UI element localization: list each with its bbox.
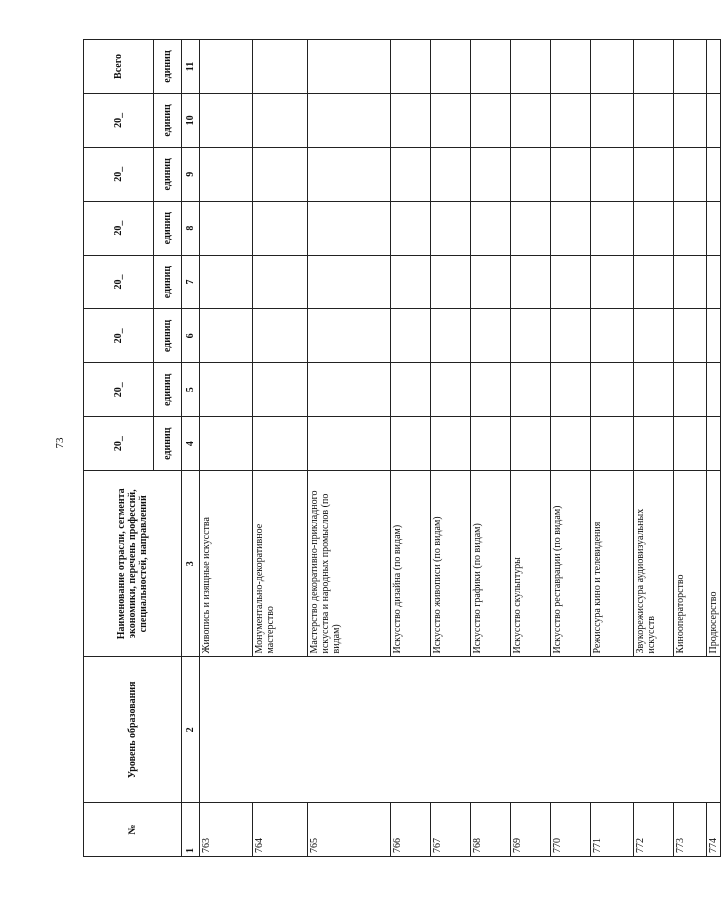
empty-value-cell	[471, 40, 511, 94]
empty-value-cell	[634, 417, 674, 471]
empty-value-cell	[707, 363, 721, 417]
row-name: Монументально-декоративное мастерство	[253, 471, 308, 657]
empty-value-cell	[591, 40, 634, 94]
empty-value-cell	[634, 93, 674, 147]
row-number: 771	[591, 803, 634, 857]
empty-value-cell	[707, 147, 721, 201]
empty-value-cell	[674, 363, 707, 417]
empty-value-cell	[471, 417, 511, 471]
empty-value-cell	[308, 309, 391, 363]
rotated-table-container	[83, 39, 719, 857]
empty-value-cell	[674, 255, 707, 309]
empty-value-cell	[511, 309, 551, 363]
empty-value-cell	[707, 309, 721, 363]
column-number: 10	[182, 93, 200, 147]
row-number: 768	[471, 803, 511, 857]
row-number: 772	[634, 803, 674, 857]
empty-value-cell	[591, 417, 634, 471]
empty-value-cell	[200, 417, 253, 471]
header-level: Уровень образования	[84, 657, 182, 803]
empty-value-cell	[253, 309, 308, 363]
row-number: 767	[431, 803, 471, 857]
empty-value-cell	[707, 255, 721, 309]
column-number: 11	[182, 40, 200, 94]
empty-value-cell	[253, 147, 308, 201]
empty-value-cell	[511, 201, 551, 255]
empty-value-cell	[591, 147, 634, 201]
empty-value-cell	[308, 93, 391, 147]
empty-value-cell	[707, 201, 721, 255]
education-level-cell	[200, 657, 721, 803]
column-number: 7	[182, 255, 200, 309]
empty-value-cell	[431, 147, 471, 201]
header-unit: единиц	[154, 201, 182, 255]
empty-value-cell	[551, 201, 591, 255]
column-number: 1	[182, 803, 200, 857]
empty-value-cell	[308, 201, 391, 255]
empty-value-cell	[634, 309, 674, 363]
header-unit: единиц	[154, 309, 182, 363]
row-number: 770	[551, 803, 591, 857]
professions-table	[83, 39, 721, 857]
empty-value-cell	[391, 309, 431, 363]
empty-value-cell	[551, 93, 591, 147]
row-name: Режиссура кино и телевидения	[591, 471, 634, 657]
empty-value-cell	[471, 363, 511, 417]
empty-value-cell	[431, 201, 471, 255]
empty-value-cell	[253, 363, 308, 417]
empty-value-cell	[707, 93, 721, 147]
empty-value-cell	[591, 93, 634, 147]
empty-value-cell	[511, 363, 551, 417]
row-name: Мастерство декоративно-прикладного искусства и народных промыслов (по видам)	[308, 471, 391, 657]
empty-value-cell	[391, 93, 431, 147]
empty-value-cell	[674, 201, 707, 255]
empty-value-cell	[308, 255, 391, 309]
empty-value-cell	[308, 417, 391, 471]
empty-value-cell	[431, 417, 471, 471]
header-year: 20_	[84, 147, 154, 201]
empty-value-cell	[471, 93, 511, 147]
empty-value-cell	[200, 255, 253, 309]
row-name: Кинооператорство	[674, 471, 707, 657]
empty-value-cell	[634, 201, 674, 255]
empty-value-cell	[391, 417, 431, 471]
empty-value-cell	[707, 417, 721, 471]
empty-value-cell	[308, 147, 391, 201]
column-number: 5	[182, 363, 200, 417]
row-number: 766	[391, 803, 431, 857]
empty-value-cell	[591, 309, 634, 363]
empty-value-cell	[551, 255, 591, 309]
empty-value-cell	[200, 40, 253, 94]
header-row	[84, 40, 154, 857]
empty-value-cell	[551, 417, 591, 471]
empty-value-cell	[431, 363, 471, 417]
empty-value-cell	[511, 255, 551, 309]
empty-value-cell	[591, 363, 634, 417]
empty-value-cell	[591, 255, 634, 309]
header-unit: единиц	[154, 363, 182, 417]
empty-value-cell	[308, 363, 391, 417]
row-name: Искусство дизайна (по видам)	[391, 471, 431, 657]
empty-value-cell	[391, 255, 431, 309]
column-number: 4	[182, 417, 200, 471]
empty-value-cell	[591, 201, 634, 255]
table-row	[200, 40, 253, 857]
row-name: Продюсерство	[707, 471, 721, 657]
empty-value-cell	[511, 40, 551, 94]
header-year: 20_	[84, 201, 154, 255]
header-unit: единиц	[154, 147, 182, 201]
empty-value-cell	[431, 255, 471, 309]
empty-value-cell	[253, 40, 308, 94]
row-name: Искусство графики (по видам)	[471, 471, 511, 657]
row-name: Живопись и изящные искусства	[200, 471, 253, 657]
empty-value-cell	[551, 309, 591, 363]
empty-value-cell	[391, 147, 431, 201]
empty-value-cell	[511, 417, 551, 471]
column-number: 9	[182, 147, 200, 201]
row-name: Искусство живописи (по видам)	[431, 471, 471, 657]
empty-value-cell	[471, 255, 511, 309]
empty-value-cell	[707, 40, 721, 94]
row-number: 774	[707, 803, 721, 857]
empty-value-cell	[674, 93, 707, 147]
header-year: 20_	[84, 363, 154, 417]
row-number: 769	[511, 803, 551, 857]
empty-value-cell	[431, 40, 471, 94]
empty-value-cell	[308, 40, 391, 94]
header-name: Наименование отрасли, сегмента экономики, перечень профессий, специальностей, направлений	[84, 471, 182, 657]
header-year: 20_	[84, 417, 154, 471]
empty-value-cell	[634, 363, 674, 417]
empty-value-cell	[431, 93, 471, 147]
empty-value-cell	[431, 309, 471, 363]
column-number: 2	[182, 657, 200, 803]
empty-value-cell	[674, 309, 707, 363]
column-number: 6	[182, 309, 200, 363]
header-unit: единиц	[154, 93, 182, 147]
header-num: №	[84, 803, 182, 857]
header-unit: единиц	[154, 417, 182, 471]
empty-value-cell	[634, 255, 674, 309]
header-total: Всего	[84, 40, 154, 94]
empty-value-cell	[551, 363, 591, 417]
empty-value-cell	[391, 201, 431, 255]
row-number: 773	[674, 803, 707, 857]
empty-value-cell	[634, 147, 674, 201]
empty-value-cell	[511, 147, 551, 201]
empty-value-cell	[200, 363, 253, 417]
empty-value-cell	[200, 309, 253, 363]
column-number: 8	[182, 201, 200, 255]
header-year: 20_	[84, 309, 154, 363]
row-name: Искусство скульптуры	[511, 471, 551, 657]
empty-value-cell	[471, 309, 511, 363]
empty-value-cell	[391, 40, 431, 94]
empty-value-cell	[200, 147, 253, 201]
header-year: 20_	[84, 255, 154, 309]
empty-value-cell	[674, 147, 707, 201]
empty-value-cell	[200, 93, 253, 147]
empty-value-cell	[253, 93, 308, 147]
header-year: 20_	[84, 93, 154, 147]
row-number: 764	[253, 803, 308, 857]
empty-value-cell	[471, 147, 511, 201]
empty-value-cell	[674, 417, 707, 471]
page-number: 73	[54, 437, 66, 449]
row-number: 765	[308, 803, 391, 857]
empty-value-cell	[634, 40, 674, 94]
empty-value-cell	[253, 201, 308, 255]
row-number: 763	[200, 803, 253, 857]
empty-value-cell	[511, 93, 551, 147]
row-name: Звукорежиссура аудиовизуальных искусств	[634, 471, 674, 657]
empty-value-cell	[200, 201, 253, 255]
empty-value-cell	[391, 363, 431, 417]
empty-value-cell	[471, 201, 511, 255]
empty-value-cell	[551, 40, 591, 94]
empty-value-cell	[674, 40, 707, 94]
column-number: 3	[182, 471, 200, 657]
empty-value-cell	[253, 255, 308, 309]
column-number-row	[182, 40, 200, 857]
row-name: Искусство реставрации (по видам)	[551, 471, 591, 657]
header-unit: единиц	[154, 255, 182, 309]
header-unit: единиц	[154, 40, 182, 94]
empty-value-cell	[253, 417, 308, 471]
empty-value-cell	[551, 147, 591, 201]
